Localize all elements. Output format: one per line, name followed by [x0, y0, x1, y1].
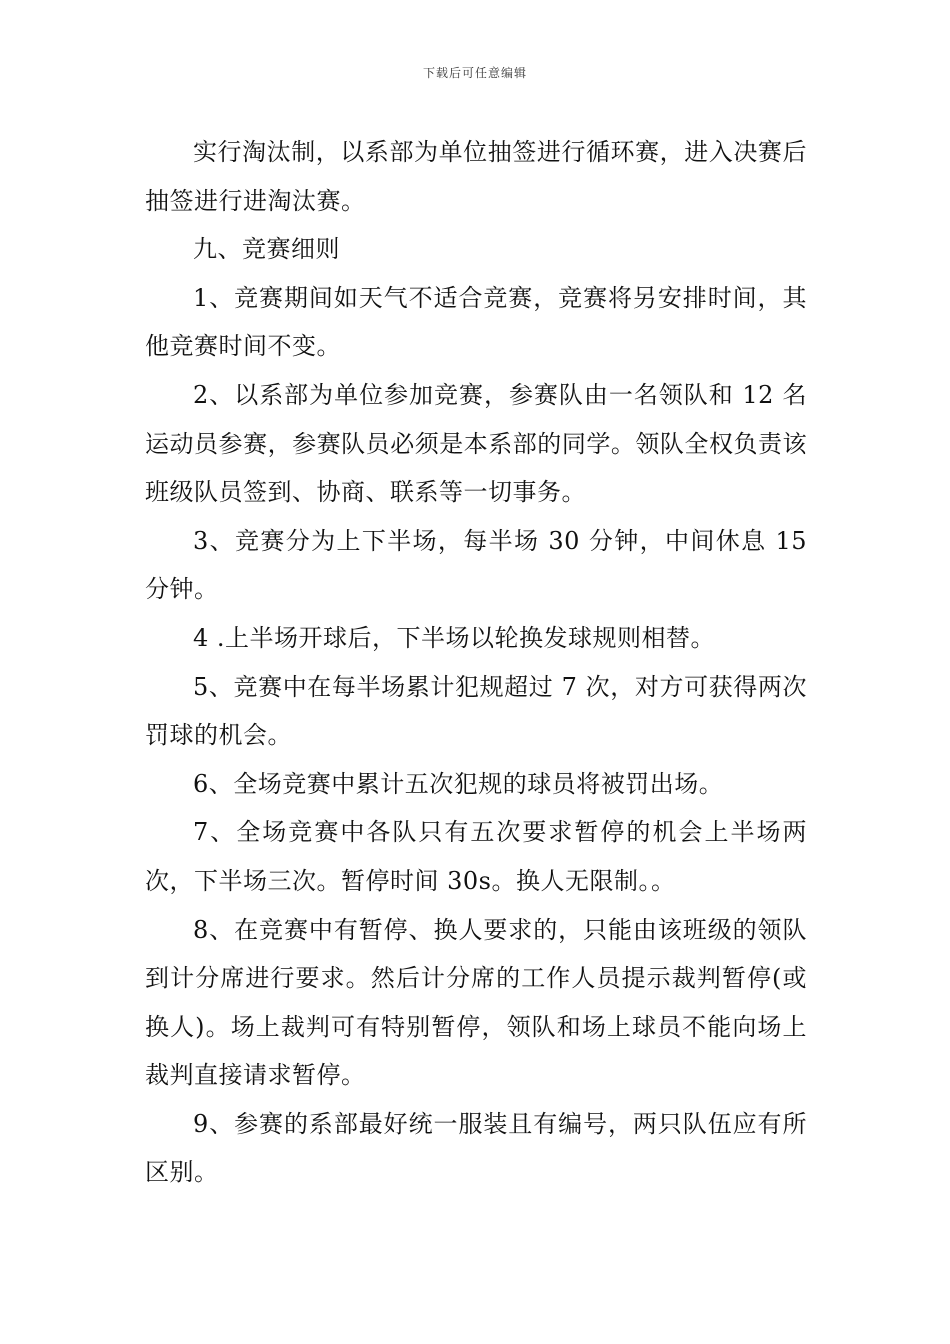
rule-item-3: 3、竞赛分为上下半场，每半场 30 分钟，中间休息 15 分钟。	[145, 526, 807, 604]
section-heading-rules: 九、竞赛细则	[193, 235, 340, 264]
rule-item-2: 2、以系部为单位参加竞赛，参赛队由一名领队和 12 名运动员参赛，参赛队员必须是本系部的同学。领队全权负责该班级队员签到、协商、联系等一切事务。	[145, 380, 807, 507]
document-body	[145, 128, 807, 1197]
paragraph-competition-format: 实行淘汰制，以系部为单位抽签进行循环赛，进入决赛后抽签进行进淘汰赛。	[145, 138, 807, 215]
rule-item-7: 7、全场竞赛中各队只有五次要求暂停的机会上半场两次，下半场三次。暂停时间 30s。换人无限制。。	[145, 818, 807, 895]
rule-item-4: 4 .上半场开球后，下半场以轮换发球规则相替。	[193, 623, 716, 652]
page-header: 下载后可任意编辑	[422, 66, 527, 80]
rule-item-9: 9、参赛的系部最好统一服装且有编号，两只队伍应有所区别。	[145, 1109, 807, 1187]
rule-item-6: 6、全场竞赛中累计五次犯规的球员将被罚出场。	[193, 769, 724, 798]
rule-item-1: 1、竞赛期间如天气不适合竞赛，竞赛将另安排时间，其他竞赛时间不变。	[145, 283, 807, 361]
rule-item-8: 8、在竞赛中有暂停、换人要求的，只能由该班级的领队到计分席进行要求。然后计分席的工作人员提示裁判暂停(或换人)。场上裁判可有特别暂停，领队和场上球员不能向场上裁判直接请求暂停。	[145, 915, 807, 1090]
rule-item-5: 5、竞赛中在每半场累计犯规超过 7 次，对方可获得两次罚球的机会。	[145, 672, 807, 750]
